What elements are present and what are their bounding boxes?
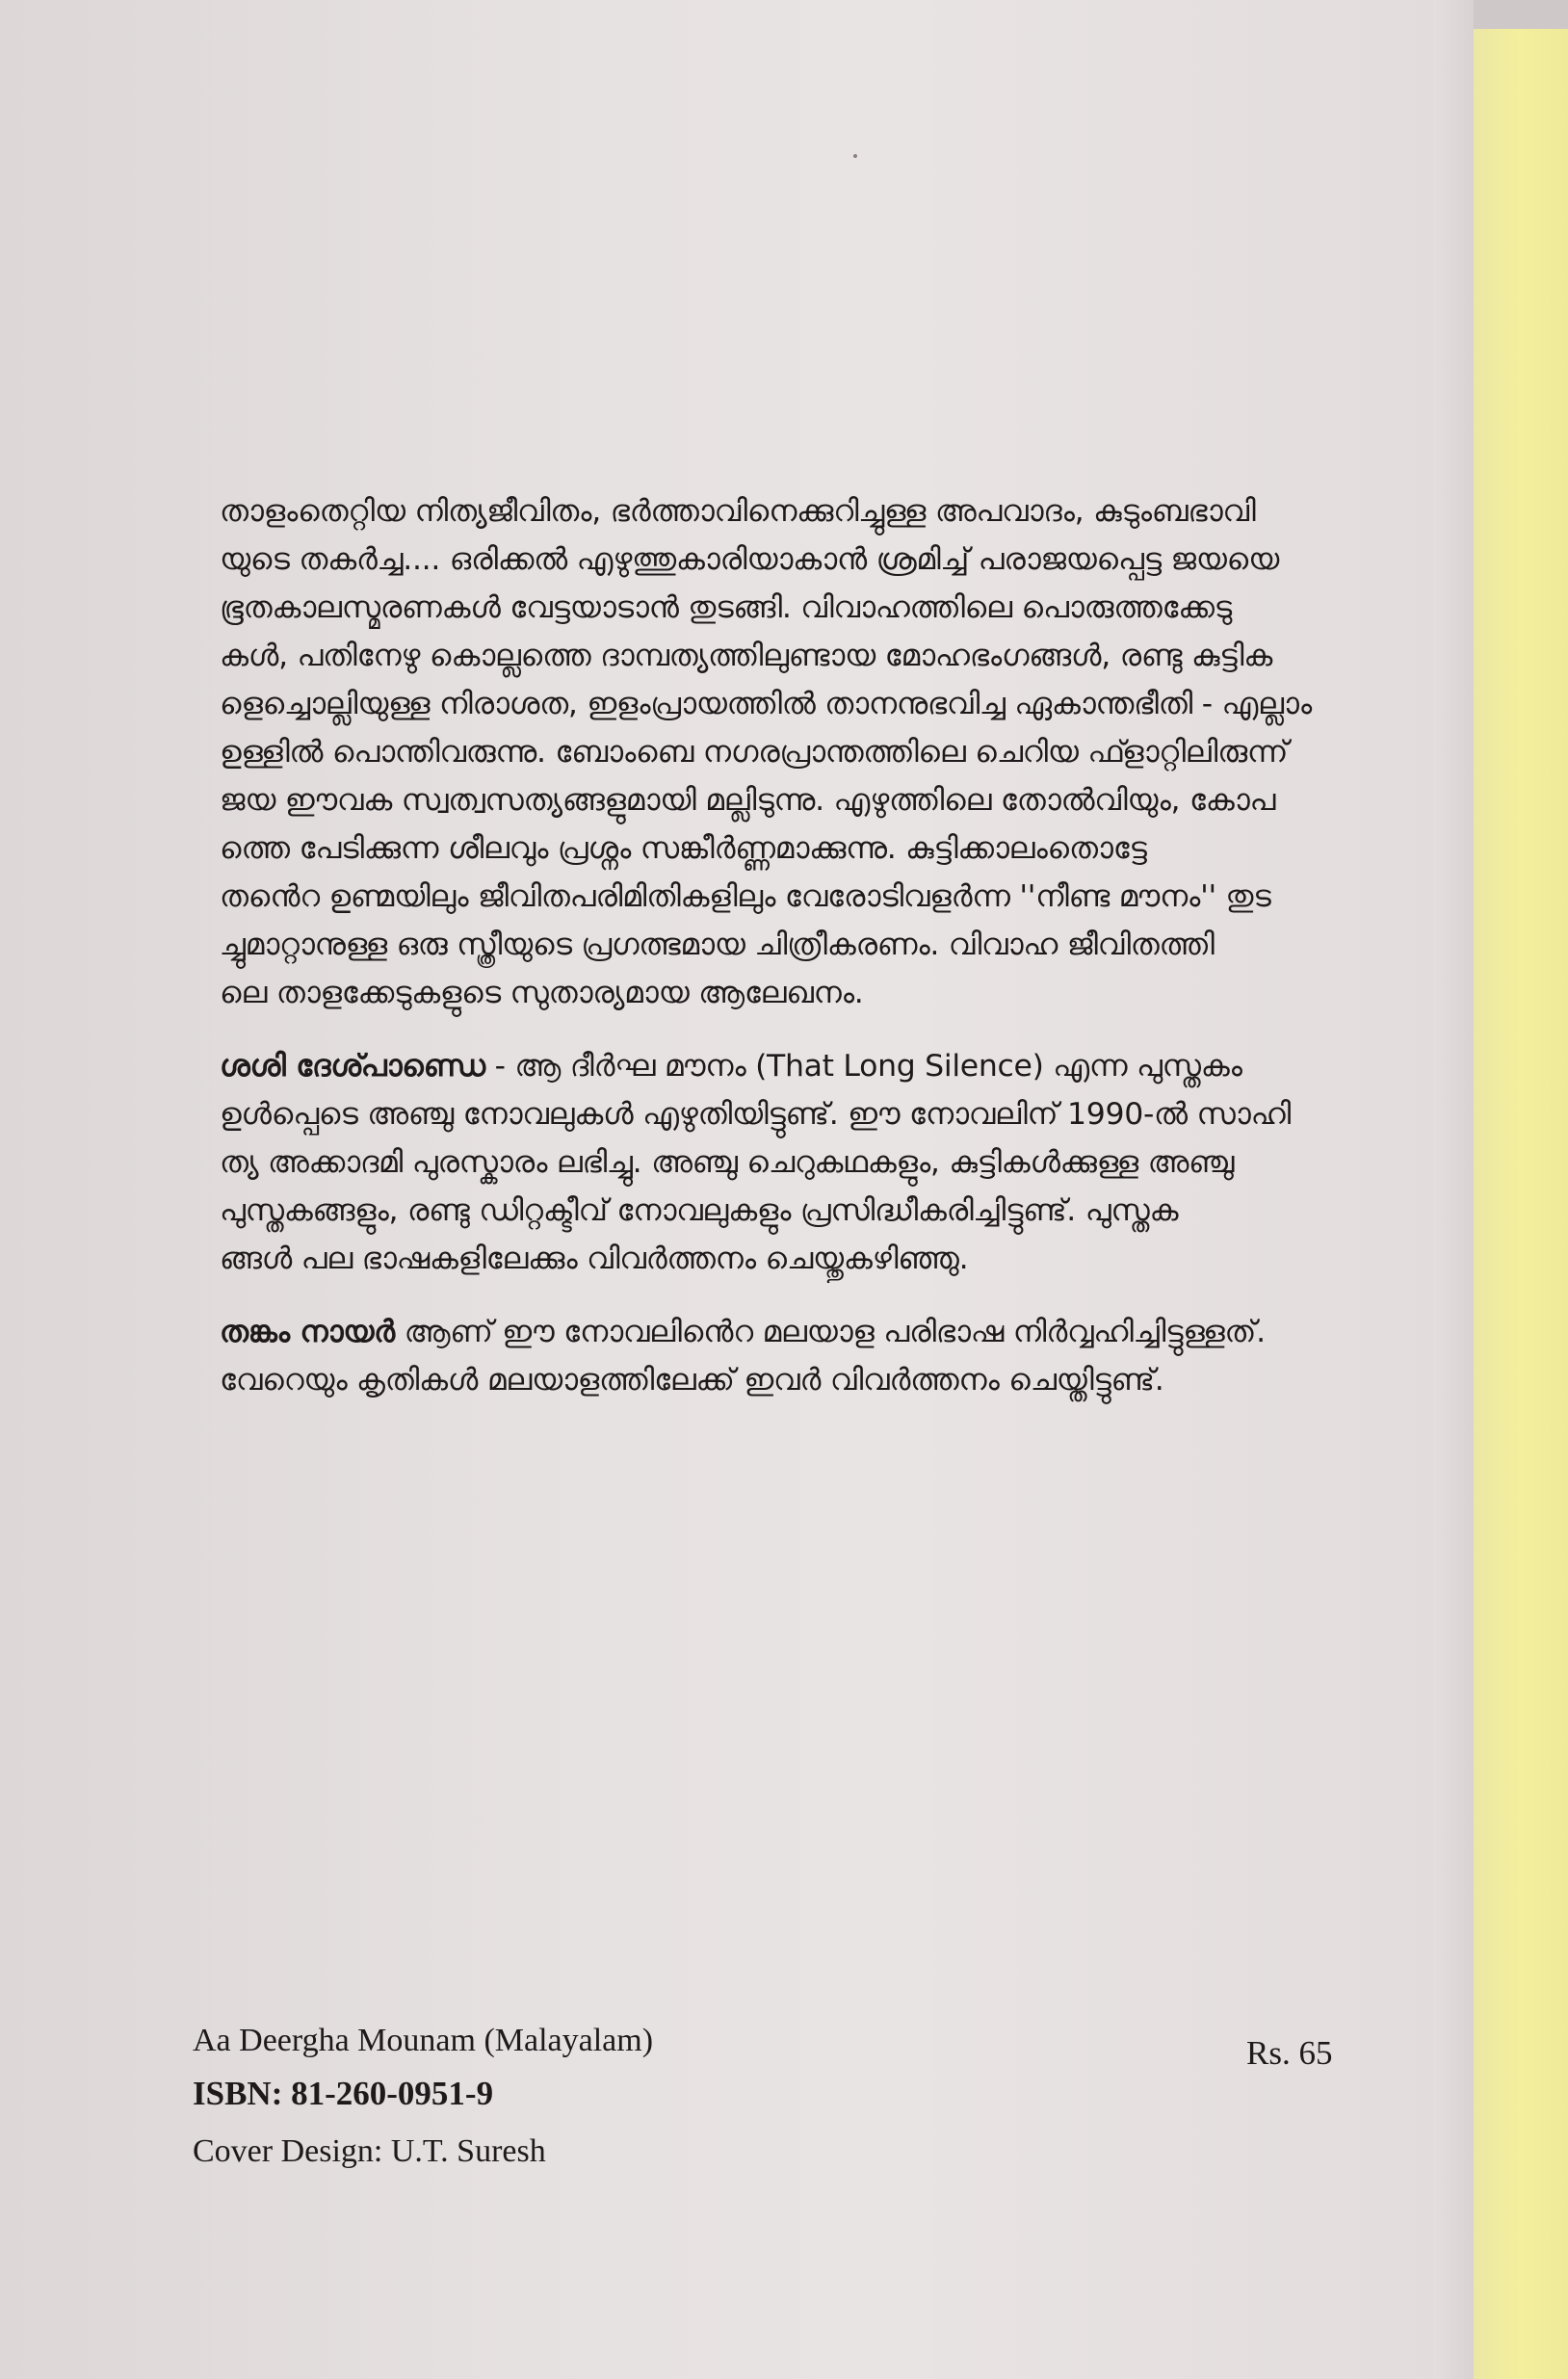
price-label: Rs. 65 xyxy=(1246,2034,1333,2072)
blurb-line: ജയ ഈവക സ്വത്വസത്യങ്ങളുമായി മല്ലിടുന്നു. എഴുത്തിലെ തോൽവിയും, കോപ xyxy=(220,783,1276,818)
author-name: ശശി ദേശ്പാണ്ഡെ xyxy=(220,1049,485,1084)
translator-paragraph xyxy=(220,1308,1390,1404)
blurb-line: ച്ചുമാറ്റാനുള്ള ഒരു സ്ത്രീയുടെ പ്രഗത്ഭമായ ചിത്രീകരണം. വിവാഹ ജീവിതത്തി xyxy=(220,928,1215,962)
translator-line: വേറെയും കൃതികൾ മലയാളത്തിലേക്ക് ഇവർ വിവർത്തനം ചെയ്തിട്ടുണ്ട്. xyxy=(220,1363,1164,1398)
page-edge-top xyxy=(1474,0,1568,29)
blurb-line: ഭൂതകാലസ്മരണകൾ വേട്ടയാടാൻ തുടങ്ങി. വിവാഹത്തിലെ പൊരുത്തക്കേടു xyxy=(220,590,1232,625)
blurb-line: തൻെറ ഉണ്മയിലും ജീവിതപരിമിതികളിലും വേരോടിവളർന്ന ''നീണ്ട മൗനം'' തുട xyxy=(220,879,1271,914)
blurb-line: താളംതെറ്റിയ നിത്യജീവിതം, ഭർത്താവിനെക്കുറിച്ചുള്ള അപവാദം, കുടുംബഭാവി xyxy=(220,494,1256,529)
author-line xyxy=(220,1042,1390,1090)
cover-design-credit: Cover Design: U.T. Suresh xyxy=(193,2133,546,2169)
book-details xyxy=(193,2015,653,2179)
translator-line xyxy=(220,1308,1390,1356)
synopsis-paragraph xyxy=(220,487,1390,1017)
blurb-line: യുടെ തകർച്ച.... ഒരിക്കൽ എഴുത്തുകാരിയാകാൻ ശ്രമിച്ച് പരാജയപ്പെട്ട ജയയെ xyxy=(220,542,1280,577)
paper-speck xyxy=(853,154,857,158)
author-line: ത്യ അക്കാദമി പുരസ്കാരം ലഭിച്ചു. അഞ്ചു ചെറുകഥകളും, കുട്ടികൾക്കുള്ള അഞ്ചു xyxy=(220,1145,1235,1180)
cover-fold-shadow xyxy=(1433,0,1474,2379)
author-line-text: - ആ ദീർഘ മൗനം (That Long Silence) എന്ന പുസ്തകം xyxy=(484,1049,1242,1084)
blurb-line: ളെച്ചൊല്ലിയുള്ള നിരാശത, ഇളംപ്രായത്തിൽ താനനുഭവിച്ച ഏകാന്തഭീതി - എല്ലാം xyxy=(220,687,1312,721)
yellow-page-edge xyxy=(1474,29,1568,2379)
translator-line-text: ആണ് ഈ നോവലിൻെറ മലയാള പരിഭാഷ നിർവ്വഹിച്ചിട്ടുള്ളത്. xyxy=(394,1315,1266,1349)
translator-name: തങ്കം നായർ xyxy=(220,1315,395,1349)
blurb-line: ത്തെ പേടിക്കുന്ന ശീലവും പ്രശ്നം സങ്കീർണ്ണമാക്കുന്നു. കുട്ടിക്കാലംതൊട്ടേ xyxy=(220,831,1147,866)
book-title: Aa Deergha Mounam (Malayalam) xyxy=(193,2023,654,2058)
author-paragraph xyxy=(220,1042,1390,1283)
blurb-line: ഉള്ളിൽ പൊന്തിവരുന്നു. ബോംബെ നഗരപ്രാന്തത്തിലെ ചെറിയ ഫ്ളാറ്റിലിരുന്ന് xyxy=(220,735,1289,770)
author-line: ഉൾപ്പെടെ അഞ്ചു നോവലുകൾ എഴുതിയിട്ടുണ്ട്. ഈ നോവലിന് 1990-ൽ സാഹി xyxy=(220,1097,1291,1132)
blurb-line: ലെ താളക്കേടുകളുടെ സുതാര്യമായ ആലേഖനം. xyxy=(220,976,864,1010)
author-line: പുസ്തകങ്ങളും, രണ്ടു ഡിറ്റക്ടീവ് നോവലുകളും പ്രസിദ്ധീകരിച്ചിട്ടുണ്ട്. പുസ്തക xyxy=(220,1193,1179,1228)
author-line: ങ്ങൾ പല ഭാഷകളിലേക്കും വിവർത്തനം ചെയ്തുകഴിഞ്ഞു. xyxy=(220,1242,969,1276)
isbn-number: ISBN: 81-260-0951-9 xyxy=(193,2075,494,2112)
blurb-line: കൾ, പതിനേഴു കൊല്ലത്തെ ദാമ്പത്യത്തിലുണ്ടായ മോഹഭംഗങ്ങൾ, രണ്ടു കുട്ടിക xyxy=(220,639,1273,673)
book-blurb xyxy=(220,487,1390,1429)
